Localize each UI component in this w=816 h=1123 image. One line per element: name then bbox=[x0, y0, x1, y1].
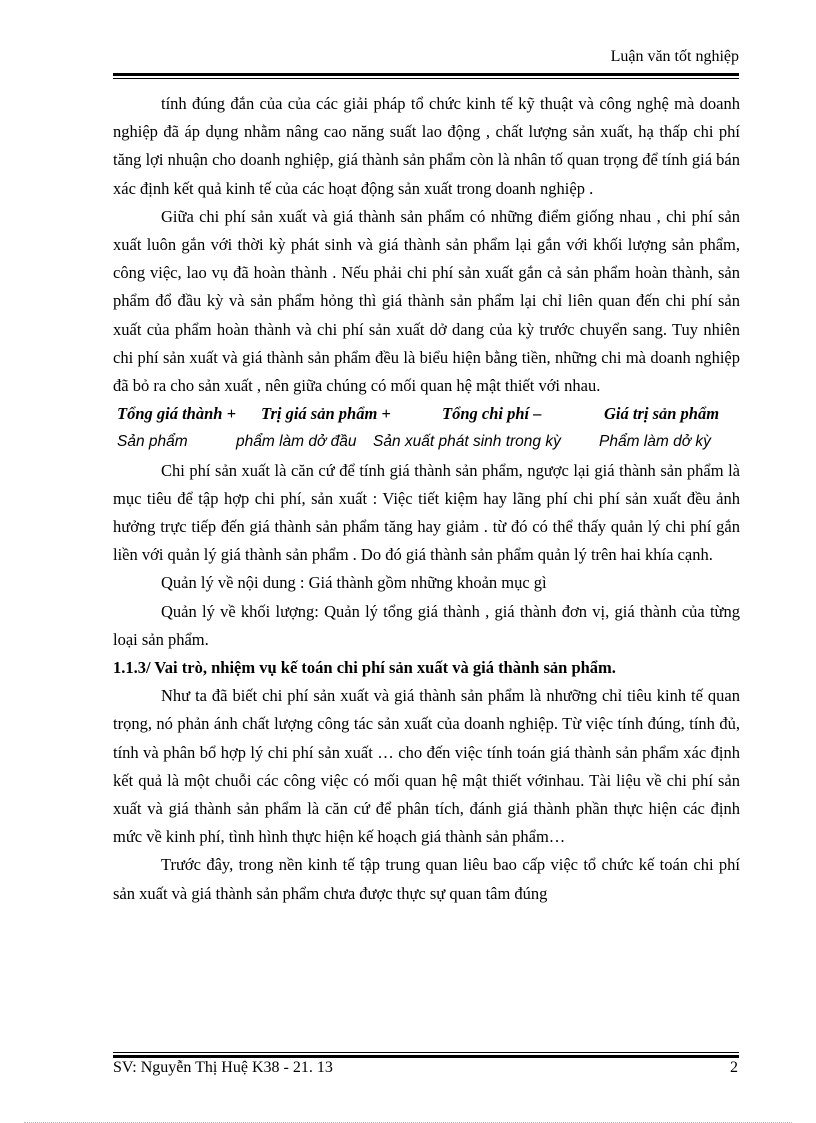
formula-term-2: Trị giá sản phẩm + bbox=[261, 404, 391, 424]
paragraph-7: Trước đây, trong nền kinh tế tập trung quan liêu bao cấp việc tổ chức kế toán chi phí sản xuất và giá thành sản phẩm chưa được thực sự quan tâm đúng bbox=[113, 855, 740, 903]
footer-author: SV: Nguyễn Thị Huệ K38 - 21. 13 bbox=[113, 1059, 333, 1076]
page-body bbox=[113, 90, 740, 908]
formula-sub-2: phẩm làm dở đầu bbox=[236, 433, 357, 451]
formula-term-3: Tổng chi phí – bbox=[442, 404, 542, 424]
header-rule bbox=[113, 73, 739, 79]
formula-sub-1: Sản phẩm bbox=[117, 433, 188, 451]
paragraph-6: Như ta đã biết chi phí sản xuất và giá thành sản phẩm là nhưỡng chỉ tiêu kinh tế quan trọng, nó phản ánh chất lượng công tác sản xuất của doanh nghiệp. Từ việc tính đúng, tính đủ, tính và phân bổ hợp lý chi phí sản xuất … cho đến việc tính toán giá thành sản phẩm xác định kết quả là một chuỗi các công việc có mối quan hệ mật thiết vớinhau. Tài liệu về chi phí sản xuất và giá thành sản phẩm là căn cứ để phân tích, đánh giá thành phần thực hiện các định mức về kinh phí, tình hình thực hiện kế hoạch giá thành sản phẩm… bbox=[113, 686, 740, 847]
formula-row-2 bbox=[113, 428, 740, 456]
section-heading: 1.1.3/ Vai trò, nhiệm vụ kế toán chi phí sản xuất và giá thành sản phẩm. bbox=[113, 658, 616, 678]
paragraph-2: Giữa chi phí sản xuất và giá thành sản phẩm có những điểm giống nhau , chi phí sản xuất luôn gắn với thời kỳ phát sinh và giá thành sản phẩm lại gắn với khối lượng sản phẩm, công việc, lao vụ đã hoàn thành . Nếu phải chi phí sản xuất gắn cả sản phẩm hoàn thành, sản phẩm đổ đầu kỳ và sản phẩm hỏng thì giá thành sản phẩm lại chỉ liên quan đến chi phí sản xuất của phẩm hoàn thành và chi phí sản xuất dở dang của kỳ trước chuyển sang. Tuy nhiên chi phí sản xuất và giá thành sản phẩm đều là biểu hiện bằng tiền, những chi mà doanh nghiệp đã bỏ ra cho sản xuất , nên giữa chúng có mối quan hệ mật thiết với nhau. bbox=[113, 206, 740, 396]
paragraph-5: Quản lý về khối lượng: Quản lý tổng giá thành , giá thành đơn vị, giá thành của từng loại sản phẩm. bbox=[113, 601, 740, 649]
paragraph-4: Quản lý về nội dung : Giá thành gồm những khoản mục gì bbox=[161, 573, 547, 593]
formula-term-1: Tổng giá thành + bbox=[117, 404, 236, 424]
page-number: 2 bbox=[730, 1059, 738, 1076]
formula-row-1 bbox=[113, 400, 740, 428]
formula-sub-3: Sản xuất phát sinh trong kỳ bbox=[373, 433, 561, 451]
running-header: Luận văn tốt nghiệp bbox=[610, 48, 739, 65]
formula-sub-4: Phẩm làm dở kỳ bbox=[599, 433, 711, 451]
formula-term-4: Giá trị sản phẩm bbox=[604, 404, 720, 424]
paragraph-3: Chi phí sản xuất là căn cứ để tính giá thành sản phẩm, ngược lại giá thành sản phẩm là mục tiêu để tập hợp chi phí, sản xuất : Việc tiết kiệm hay lãng phí chi phí sản xuất đều ảnh hưởng trực tiếp đến giá thành sản phẩm tăng hay giảm . từ đó có thể thấy quản lý chi phí gắn liền với quản lý giá thành sản phẩm . Do đó giá thành sản phẩm quản lý trên hai khía cạnh. bbox=[113, 460, 740, 565]
paragraph-1: tính đúng đắn của của các giải pháp tổ chức kinh tế kỹ thuật và công nghệ mà doanh nghiệp đã áp dụng nhằm nâng cao năng suất lao động , chất lượng sản xuất, hạ thấp chi phí tăng lợi nhuận cho doanh nghiệp, giá thành sản phẩm còn là nhân tố quan trọng để tính giá bán xác định kết quả kinh tế của các hoạt động sản xuất trong doanh nghiệp . bbox=[113, 94, 740, 198]
